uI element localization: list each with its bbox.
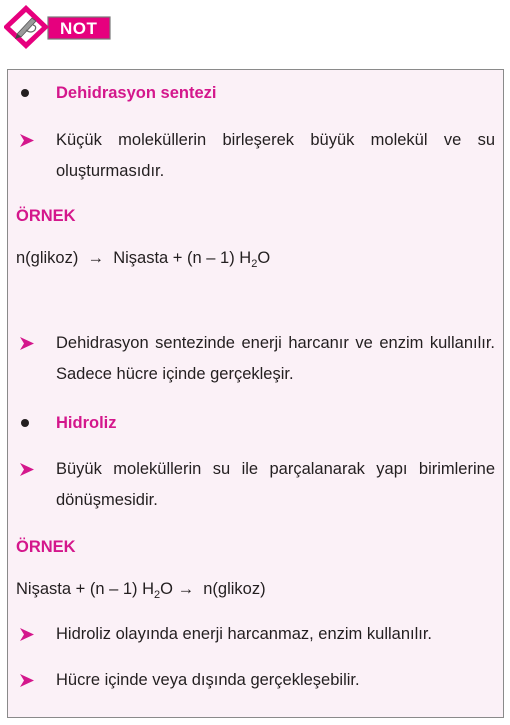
equation-reactant-suffix: O [160, 580, 173, 598]
hydrolysis-definition-row [18, 454, 495, 516]
hydrolysis-note-2-row [18, 665, 495, 696]
arrow-bullet-icon [20, 328, 48, 350]
equation-product-suffix: O [257, 249, 271, 267]
arrow-bullet-icon [20, 665, 48, 687]
pencil-hand-icon [4, 4, 114, 50]
bullet-dot-icon [21, 89, 29, 97]
hydrolysis-heading: Hidroliz [56, 414, 117, 432]
subscript: 2 [251, 258, 258, 270]
arrow-bullet-icon [20, 454, 48, 476]
badge-label: NOT [60, 19, 98, 38]
arrow-bullet-icon [20, 125, 48, 147]
dehydration-note: Dehidrasyon sentezinde enerji harcanır ve enzim kullanılır. Sadece hücre içinde gerçekleşir. [56, 334, 495, 383]
bullet-dot-icon [21, 419, 29, 427]
hydrolysis-definition: Büyük moleküllerin su ile parçalanarak yapı birimlerine dönüşmesidir. [56, 460, 495, 509]
equation-product: Nişasta + (n – 1) H [113, 249, 252, 267]
note-badge [4, 4, 114, 50]
hydrolysis-note-2: Hücre içinde veya dışında gerçekleşebilir. [56, 671, 360, 689]
reaction-arrow: → [177, 580, 195, 598]
dehydration-heading: Dehidrasyon sentezi [56, 84, 217, 102]
hydrolysis-equation [16, 574, 495, 611]
equation-reactant: Nişasta + (n – 1) H [16, 580, 155, 598]
arrow-bullet-icon [20, 619, 48, 641]
hydrolysis-note-1-row [18, 619, 495, 650]
equation-reactant: n(glikoz) [16, 249, 79, 267]
hydrolysis-note-1: Hidroliz olayında enerji harcanmaz, enzim kullanılır. [56, 625, 433, 643]
equation-product: n(glikoz) [203, 580, 266, 598]
dehydration-heading-row [18, 78, 495, 109]
dehydration-definition-row [18, 125, 495, 187]
example-label-1: ÖRNEK [16, 207, 76, 225]
subscript: 2 [154, 589, 161, 601]
dehydration-definition: Küçük moleküllerin birleşerek büyük molekül ve su oluşturmasıdır. [56, 131, 495, 180]
note-box [7, 69, 504, 718]
dehydration-equation [16, 243, 495, 280]
dehydration-note-row [18, 328, 495, 390]
reaction-arrow: → [87, 249, 105, 267]
hydrolysis-heading-row [18, 408, 495, 439]
example-label-2: ÖRNEK [16, 538, 76, 556]
